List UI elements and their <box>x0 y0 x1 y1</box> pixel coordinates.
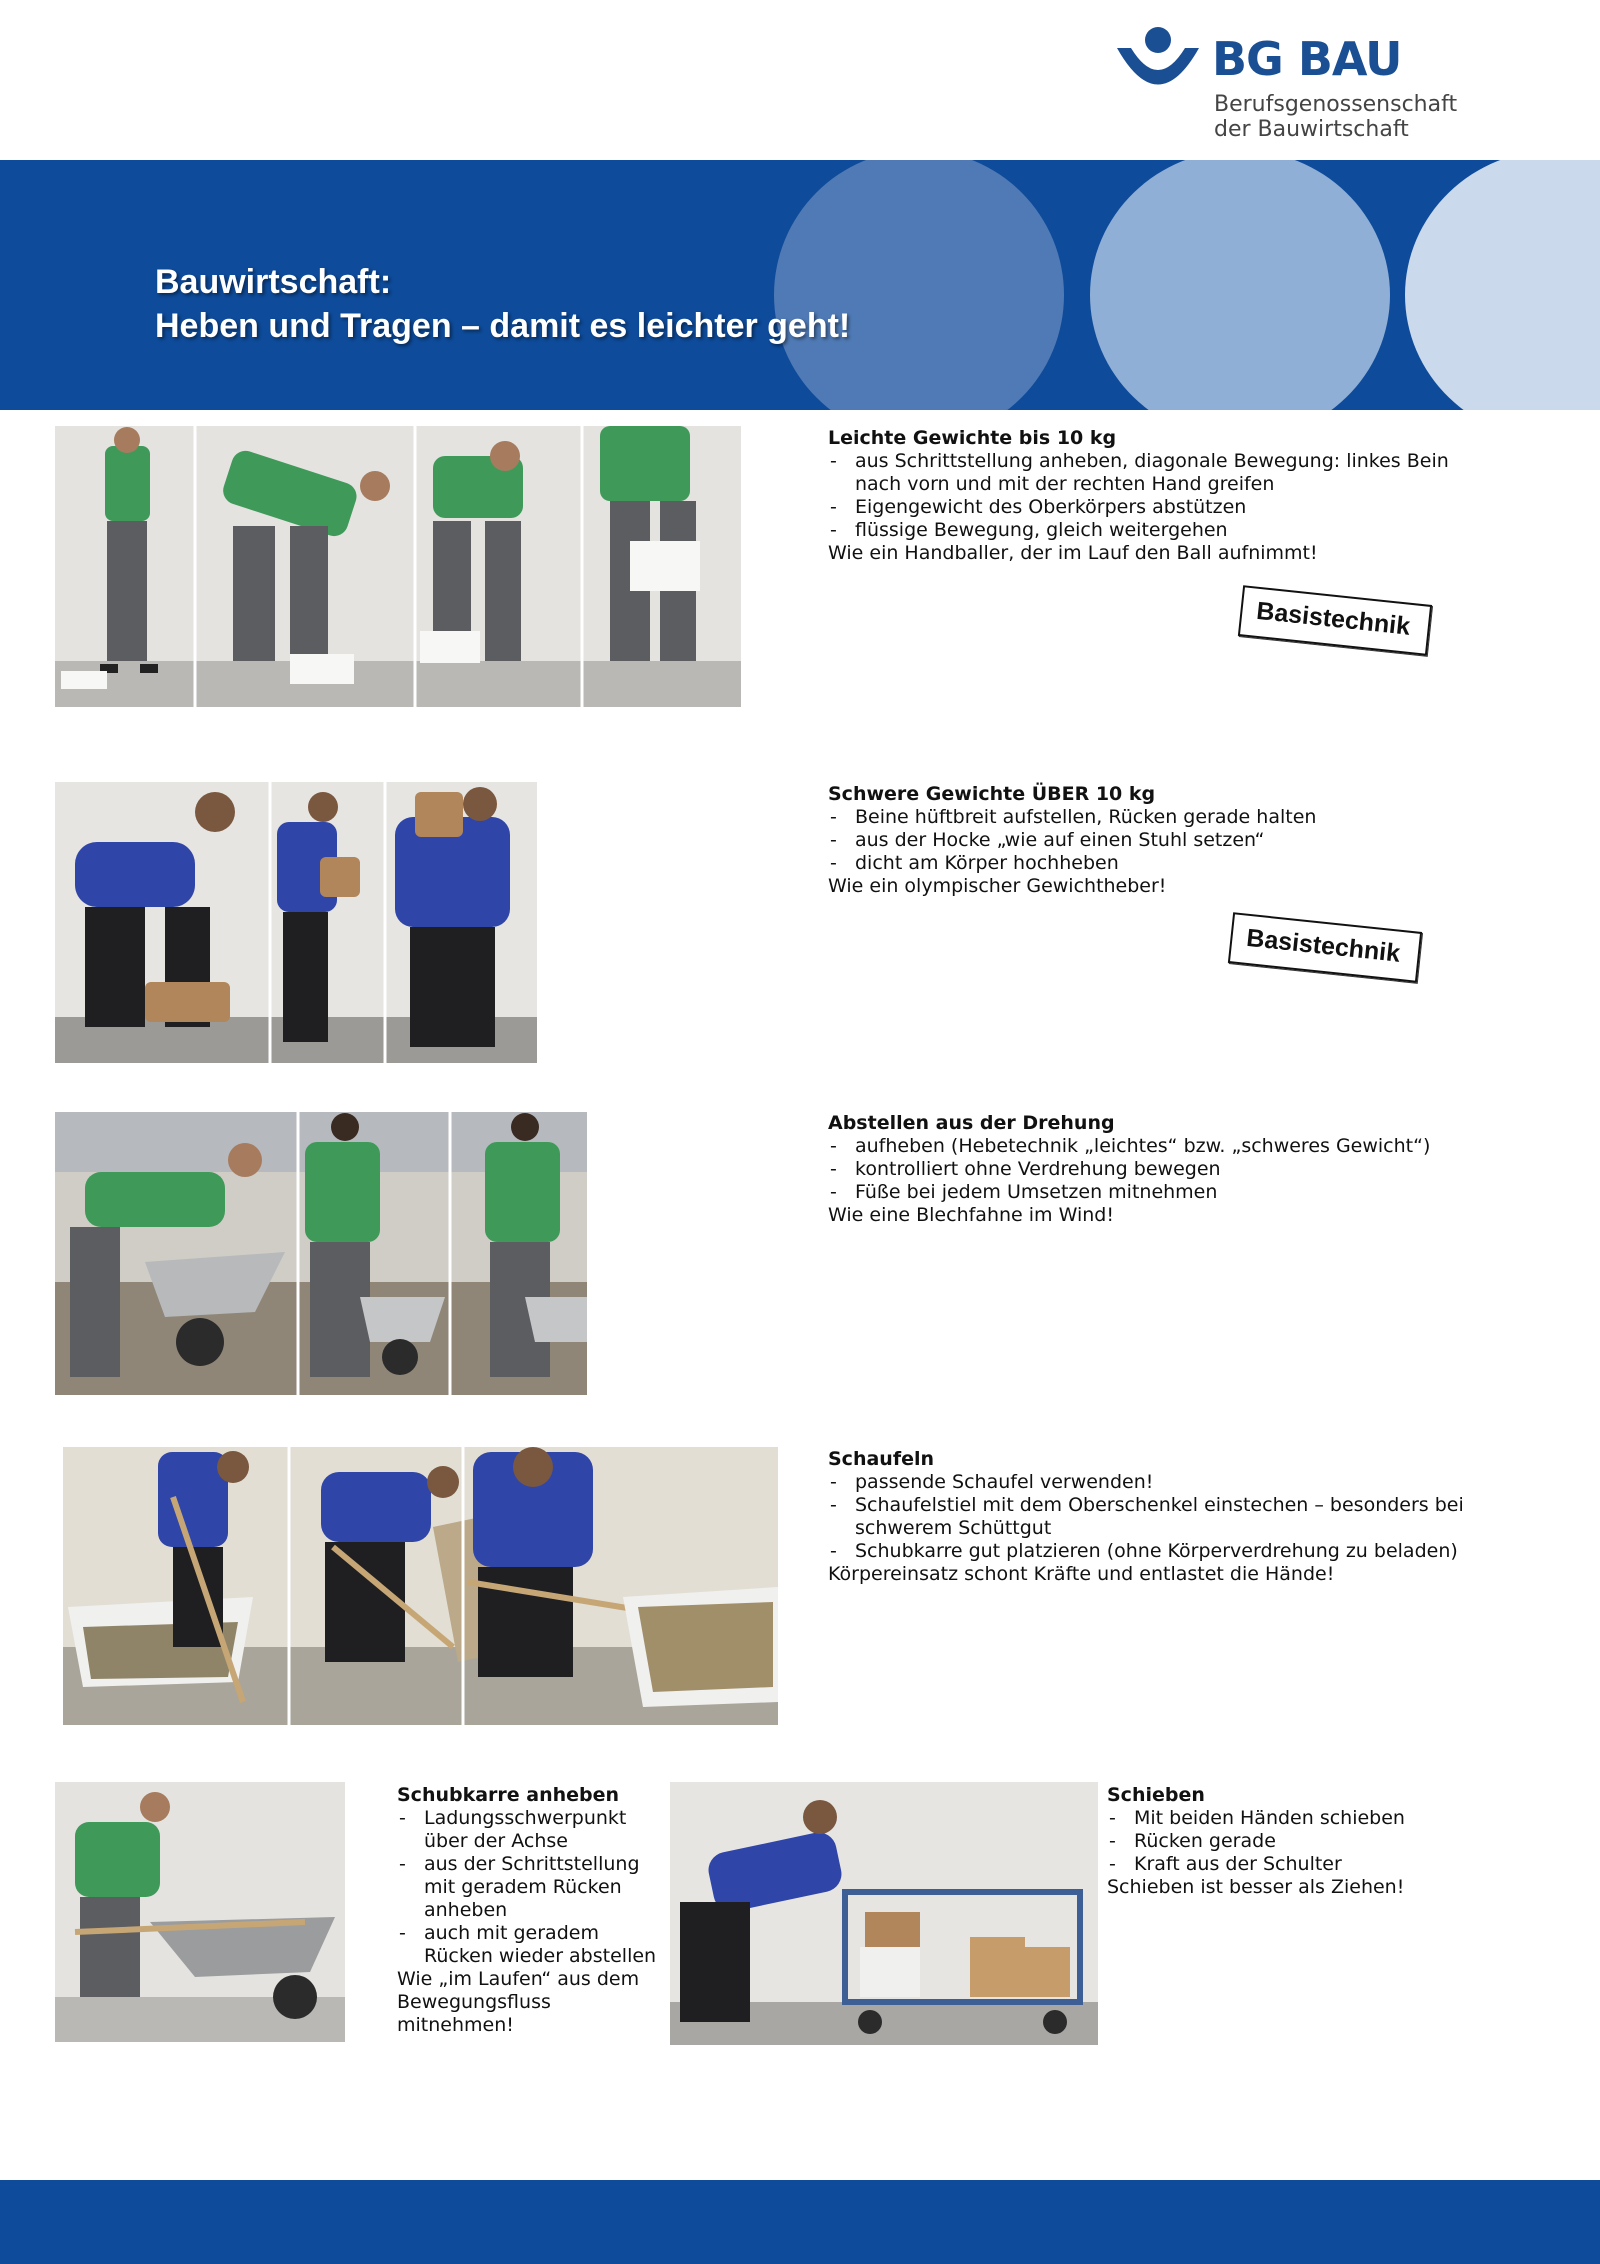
bullet-list <box>828 1471 1488 1563</box>
list-item: - auch mit geradem Rücken wieder abstellen <box>397 1922 672 1968</box>
section-heading: Schaufeln <box>828 1448 935 1470</box>
logo-subtitle-line1: Berufsgenossenschaft <box>1214 92 1458 117</box>
photo-heavy-weights <box>55 782 537 1063</box>
list-item: - flüssige Bewegung, gleich weitergehen <box>828 519 1488 542</box>
section-heading: Schubkarre anheben <box>397 1784 620 1806</box>
stamp-basistechnik: Basistechnik <box>1238 585 1433 656</box>
list-item: - passende Schaufel verwenden! <box>828 1471 1488 1494</box>
footer-bar <box>0 2180 1600 2264</box>
section-closing: Wie ein olympischer Gewichtheber! <box>828 875 1167 897</box>
page-title-line1: Bauwirtschaft: <box>155 263 392 301</box>
section-closing: Schieben ist besser als Ziehen! <box>1107 1876 1405 1898</box>
section-heading: Schieben <box>1107 1784 1205 1806</box>
bg-bau-logo-mark-icon <box>1115 26 1201 96</box>
list-item: - Mit beiden Händen schieben <box>1107 1807 1487 1830</box>
photo-pushing <box>670 1782 1098 2045</box>
logo-title: BG BAU <box>1212 32 1402 86</box>
stamp-basistechnik: Basistechnik <box>1228 912 1423 983</box>
section-heading: Leichte Gewichte bis 10 kg <box>828 427 1117 449</box>
section-shoveling <box>828 1448 1488 1586</box>
page-title <box>155 260 850 348</box>
list-item: - Beine hüftbreit aufstellen, Rücken gerade halten <box>828 806 1488 829</box>
bullet-list <box>828 450 1488 542</box>
section-turning-set-down <box>828 1112 1488 1227</box>
section-light-weights <box>828 427 1488 565</box>
photo-light-weights <box>55 426 741 707</box>
list-item: - Schaufelstiel mit dem Oberschenkel einstechen – besonders bei schwerem Schüttgut <box>828 1494 1488 1540</box>
photo-shoveling <box>63 1447 778 1725</box>
section-heading: Abstellen aus der Drehung <box>828 1112 1115 1134</box>
bg-bau-logo <box>1115 26 1475 146</box>
list-item: - Kraft aus der Schulter <box>1107 1853 1487 1876</box>
section-closing: Wie eine Blechfahne im Wind! <box>828 1204 1114 1226</box>
list-item: - aus der Hocke „wie auf einen Stuhl setzen“ <box>828 829 1488 852</box>
banner-circle <box>1090 160 1390 410</box>
list-item: - dicht am Körper hochheben <box>828 852 1488 875</box>
list-item: - kontrolliert ohne Verdrehung bewegen <box>828 1158 1488 1181</box>
list-item: - Füße bei jedem Umsetzen mitnehmen <box>828 1181 1488 1204</box>
bullet-list <box>828 806 1488 875</box>
section-closing: Wie „im Laufen“ aus dem Bewegungsfluss mitnehmen! <box>397 1968 640 2036</box>
bullet-list <box>397 1807 672 1968</box>
logo-subtitle <box>1214 92 1457 142</box>
list-item: - Ladungsschwerpunkt über der Achse <box>397 1807 672 1853</box>
list-item: - aufheben (Hebetechnik „leichtes“ bzw. „schweres Gewicht“) <box>828 1135 1488 1158</box>
section-pushing <box>1107 1784 1487 1899</box>
section-lift-wheelbarrow <box>397 1784 672 2037</box>
section-heavy-weights <box>828 783 1488 898</box>
list-item: - aus Schrittstellung anheben, diagonale Bewegung: linkes Bein nach vorn und mit der rechten Hand greifen <box>828 450 1488 496</box>
header-banner <box>0 160 1600 410</box>
list-item: - aus der Schrittstellung mit geradem Rücken anheben <box>397 1853 672 1922</box>
bullet-list <box>828 1135 1488 1204</box>
section-closing: Wie ein Handballer, der im Lauf den Ball aufnimmt! <box>828 542 1318 564</box>
list-item: - Rücken gerade <box>1107 1830 1487 1853</box>
page-title-line2: Heben und Tragen – damit es leichter geht! <box>155 307 851 345</box>
banner-circle <box>1405 160 1600 410</box>
bullet-list <box>1107 1807 1487 1876</box>
logo-subtitle-line2: der Bauwirtschaft <box>1214 117 1409 142</box>
photo-turning-set-down <box>55 1112 587 1395</box>
photo-lift-wheelbarrow <box>55 1782 345 2042</box>
list-item: - Schubkarre gut platzieren (ohne Körperverdrehung zu beladen) <box>828 1540 1488 1563</box>
section-closing: Körpereinsatz schont Kräfte und entlastet die Hände! <box>828 1563 1335 1585</box>
list-item: - Eigengewicht des Oberkörpers abstützen <box>828 496 1488 519</box>
section-heading: Schwere Gewichte ÜBER 10 kg <box>828 783 1156 805</box>
